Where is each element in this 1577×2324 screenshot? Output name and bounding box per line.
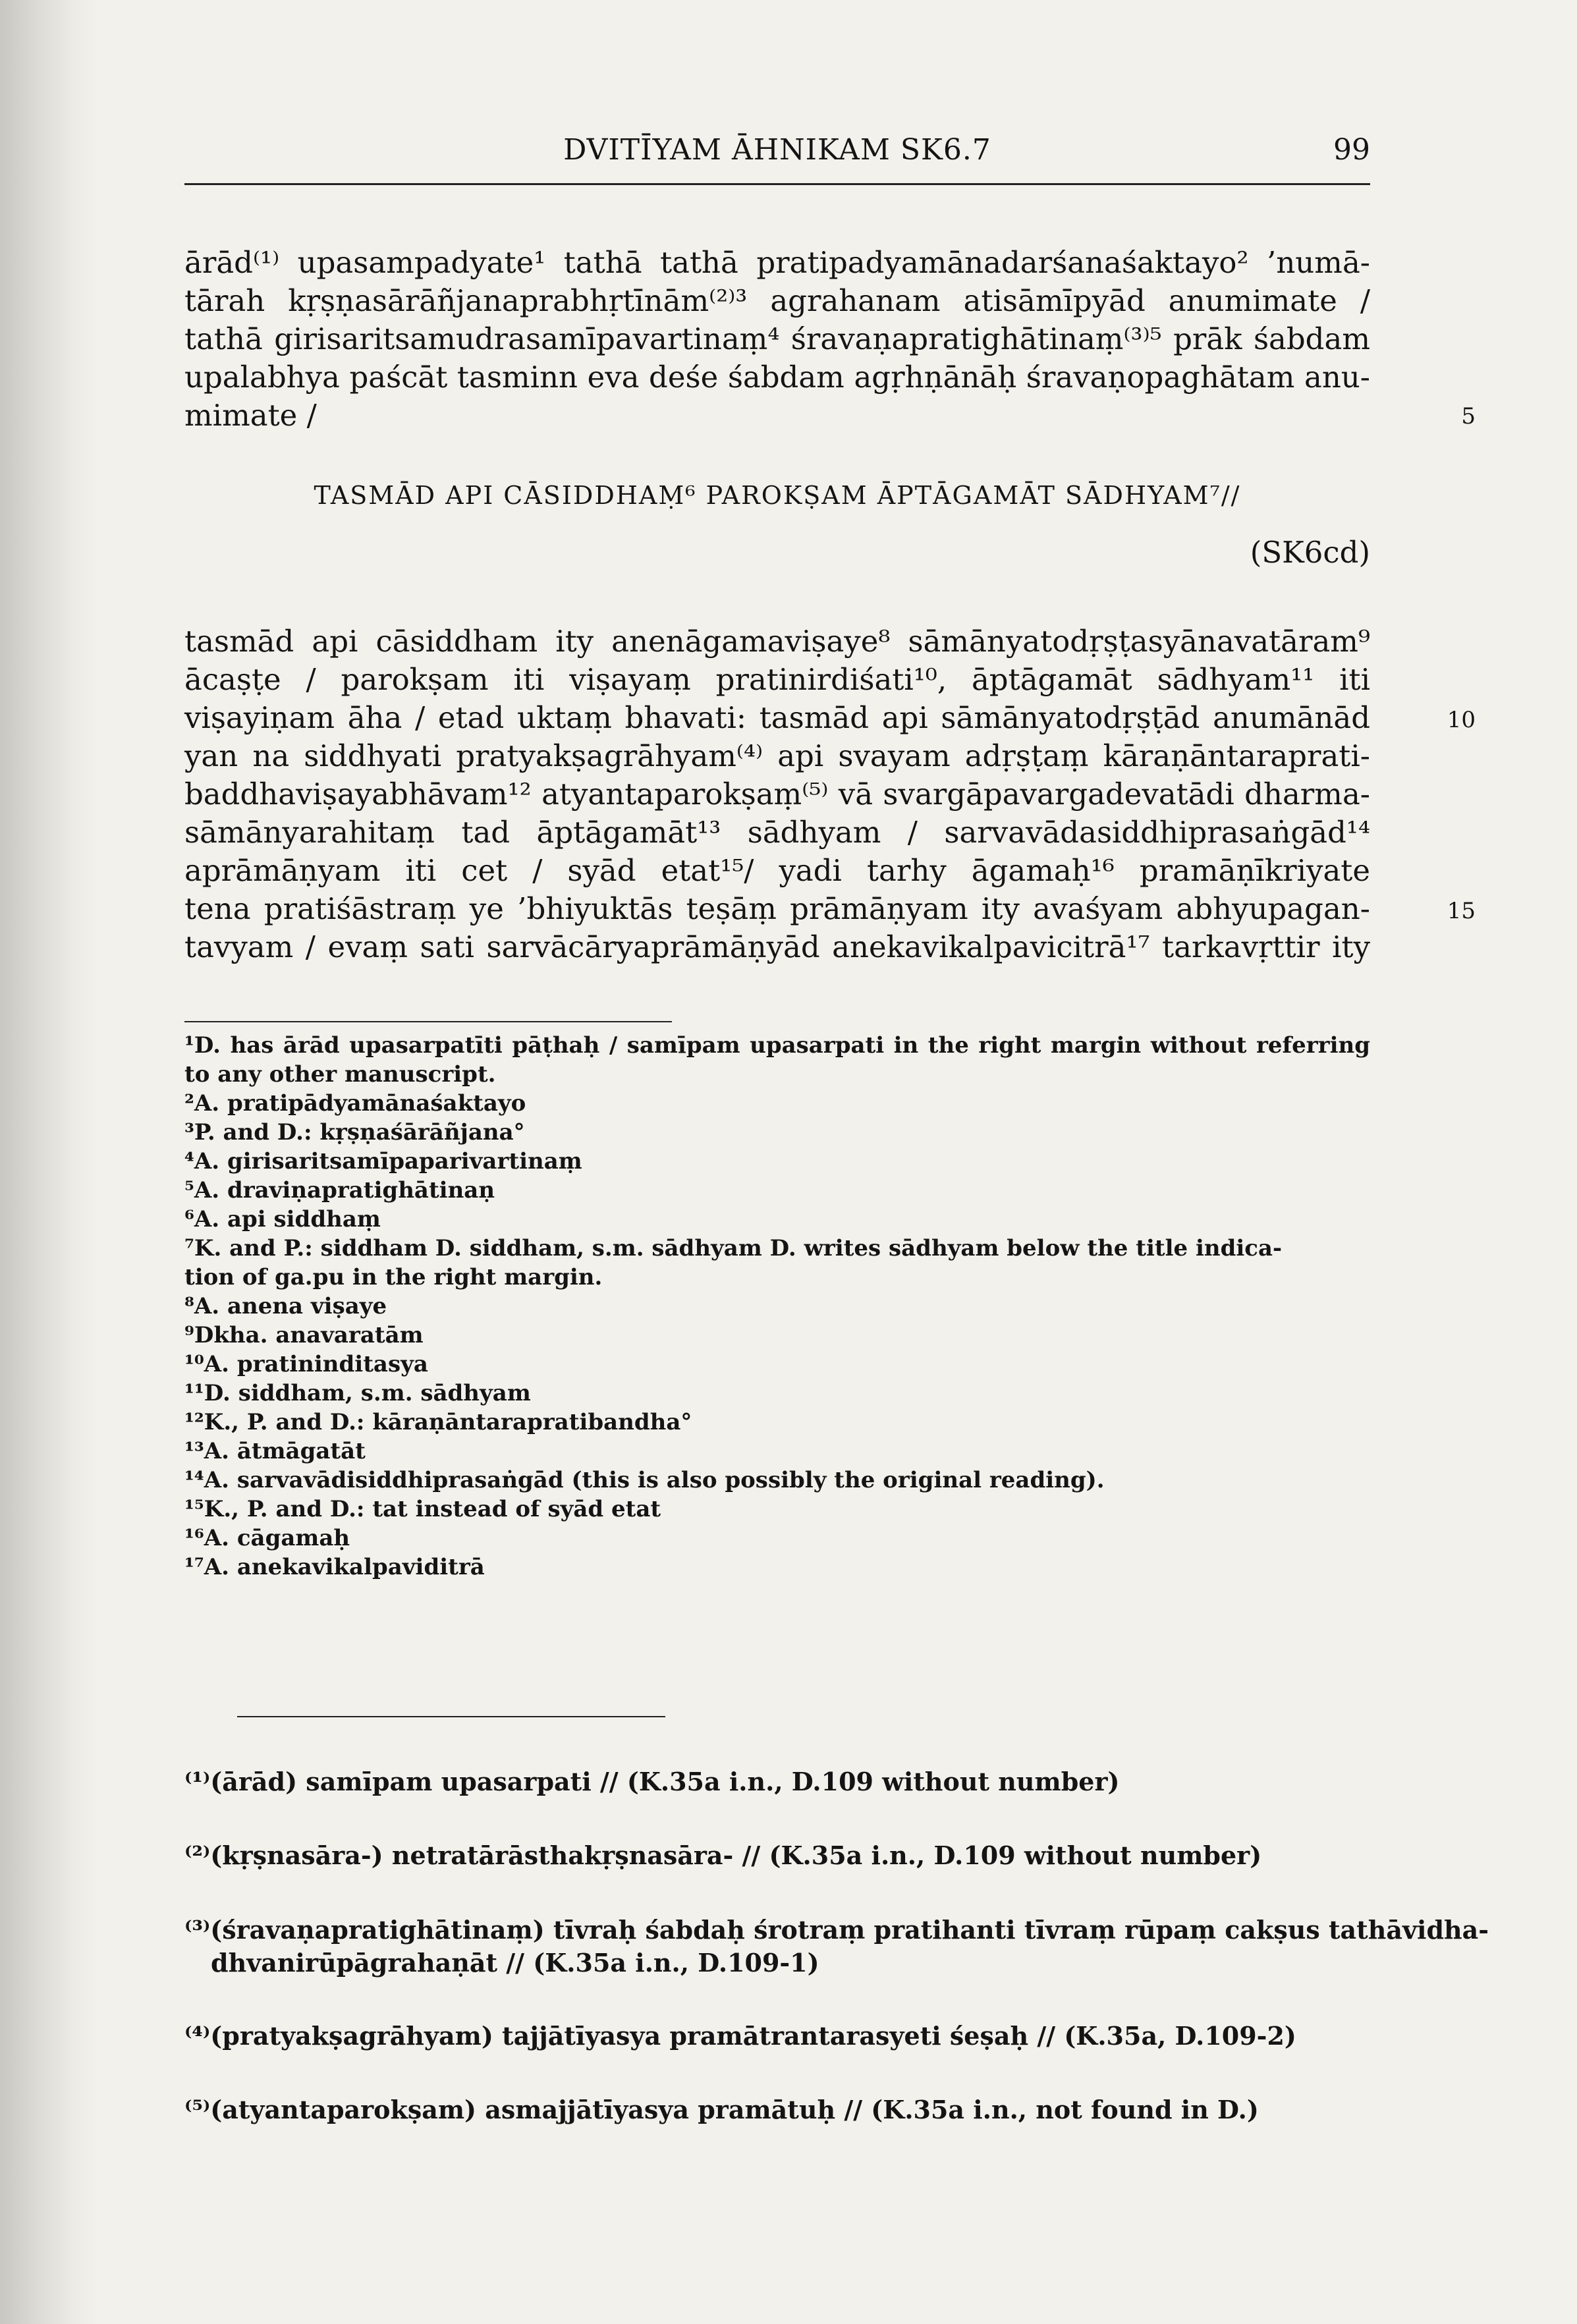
text-line: tārah kṛṣṇasārāñjanaprabhṛtīnām⁽²⁾³ agrahanam atisāmīpyād anumimate / bbox=[184, 283, 1370, 318]
commentary-note: ⁽¹⁾(ārād) samīpam upasarpati // (K.35a i.n., D.109 without number) bbox=[184, 1767, 1120, 1796]
footnote: ¹⁶A. cāgamaḥ bbox=[184, 1525, 350, 1551]
text-line: upalabhya paścāt tasminn eva deśe śabdam agṛhṇānāḥ śravaṇopaghātam anu- bbox=[184, 360, 1370, 395]
line-number: 10 bbox=[1447, 707, 1476, 733]
footnote: ⁶A. api siddhaṃ bbox=[184, 1206, 381, 1232]
page-number: 99 bbox=[1333, 133, 1370, 167]
text-line: tena pratiśāstraṃ ye ’bhiyuktās teṣāṃ prāmāṇyam ity avaśyam abhyupagan- bbox=[184, 891, 1370, 926]
footnote: ⁴A. girisaritsamīpaparivartinaṃ bbox=[184, 1148, 582, 1175]
commentary-note: ⁽⁴⁾(pratyakṣagrāhyam) tajjātīyasya pramātrantarasyeti śeṣaḥ // (K.35a, D.109-2) bbox=[184, 2021, 1296, 2051]
book-binding-shadow bbox=[0, 0, 99, 2324]
text-line: ārād⁽¹⁾ upasampadyate¹ tathā tathā pratipadyamānadarśanaśaktayo² ’numā- bbox=[184, 245, 1370, 280]
text-line: viṣayiṇam āha / etad uktaṃ bhavati: tasmād api sāmānyatodṛṣṭād anumānād bbox=[184, 700, 1370, 735]
footnote: ³P. and D.: kṛṣṇaśārāñjana° bbox=[184, 1119, 525, 1146]
verse-reference: (SK6cd) bbox=[1250, 535, 1370, 570]
footnote: ²A. pratipādyamānaśaktayo bbox=[184, 1090, 526, 1117]
book-page bbox=[184, 132, 1489, 2124]
footnote-rule bbox=[184, 1021, 672, 1022]
line-number: 5 bbox=[1461, 403, 1476, 429]
text-line: ācaṣṭe / parokṣam iti viṣayaṃ pratinirdiśati¹⁰, āptāgamāt sādhyam¹¹ iti bbox=[184, 662, 1370, 697]
running-header bbox=[184, 132, 1370, 185]
text-line: baddhaviṣayabhāvam¹² atyantaparokṣaṃ⁽⁵⁾ vā svargāpavargadevatādi dharma- bbox=[184, 777, 1370, 812]
line-number: 15 bbox=[1447, 898, 1476, 924]
footnote: ¹⁴A. sarvavādisiddhiprasaṅgād (this is also possibly the original reading). bbox=[184, 1467, 1105, 1493]
footnote: ⁸A. anena viṣaye bbox=[184, 1293, 387, 1319]
commentary-note: dhvanirūpāgrahaṇāt // (K.35a i.n., D.109-1) bbox=[211, 1948, 819, 1978]
footnote: ¹⁰A. pratininditasya bbox=[184, 1351, 428, 1377]
text-line: sāmānyarahitaṃ tad āptāgamāt¹³ sādhyam / sarvavādasiddhiprasaṅgād¹⁴ bbox=[184, 815, 1370, 850]
footnote: ¹⁷A. anekavikalpaviditrā bbox=[184, 1554, 485, 1580]
footnote: tion of ga.pu in the right margin. bbox=[184, 1264, 603, 1290]
text-line: mimate / bbox=[184, 398, 317, 433]
footnote: ⁷K. and P.: siddham D. siddham, s.m. sādhyam D. writes sādhyam below the title indica- bbox=[184, 1235, 1283, 1261]
footnote: ¹D. has ārād upasarpatīti pāṭhaḥ / samīpam upasarpati in the right margin without referring bbox=[184, 1032, 1370, 1059]
footnote: ¹³A. ātmāgatāt bbox=[184, 1438, 366, 1464]
text-line: yan na siddhyati pratyakṣagrāhyam⁽⁴⁾ api svayam adṛṣṭaṃ kāraṇāntaraprati- bbox=[184, 738, 1370, 773]
commentary-rule bbox=[237, 1716, 665, 1717]
text-line: tathā girisaritsamudrasamīpavartinaṃ⁴ śravaṇapratighātinaṃ⁽³⁾⁵ prāk śabdam bbox=[184, 321, 1370, 356]
footnote: ¹¹D. siddham, s.m. sādhyam bbox=[184, 1380, 531, 1406]
commentary-note: ⁽²⁾(kṛṣnasāra-) netratārāsthakṛṣnasāra- // (K.35a i.n., D.109 without number) bbox=[184, 1840, 1262, 1870]
running-title: DVITĪYAM ĀHNIKAM SK6.7 bbox=[563, 133, 991, 167]
commentary-note: ⁽³⁾(śravaṇapratighātinaṃ) tīvraḥ śabdaḥ śrotraṃ pratihanti tīvraṃ rūpaṃ cakṣus tathāvidha- bbox=[184, 1915, 1489, 1945]
text-line: aprāmāṇyam iti cet / syād etat¹⁵/ yadi tarhy āgamaḥ¹⁶ pramāṇīkriyate bbox=[184, 853, 1370, 888]
commentary-note: ⁽⁵⁾(atyantaparokṣam) asmajjātīyasya pramātuḥ // (K.35a i.n., not found in D.) bbox=[184, 2095, 1259, 2124]
footnote: to any other manuscript. bbox=[184, 1061, 496, 1088]
footnote: ⁹Dkha. anavaratām bbox=[184, 1322, 424, 1348]
text-line: tavyam / evaṃ sati sarvācāryaprāmāṇyād anekavikalpavicitrā¹⁷ tarkavṛttir ity bbox=[184, 929, 1370, 964]
footnote: ¹²K., P. and D.: kāraṇāntarapratibandha° bbox=[184, 1409, 692, 1435]
footnote: ¹⁵K., P. and D.: tat instead of syād etat bbox=[184, 1496, 661, 1522]
verse-line: TASMĀD API CĀSIDDHAṂ⁶ PAROKṢAM ĀPTĀGAMĀT SĀDHYAM⁷// bbox=[314, 481, 1241, 510]
text-line: tasmād api cāsiddham ity anenāgamaviṣaye⁸ sāmānyatodṛṣṭasyānavatāram⁹ bbox=[184, 624, 1370, 659]
footnote: ⁵A. draviṇapratighātinaṇ bbox=[184, 1177, 495, 1204]
